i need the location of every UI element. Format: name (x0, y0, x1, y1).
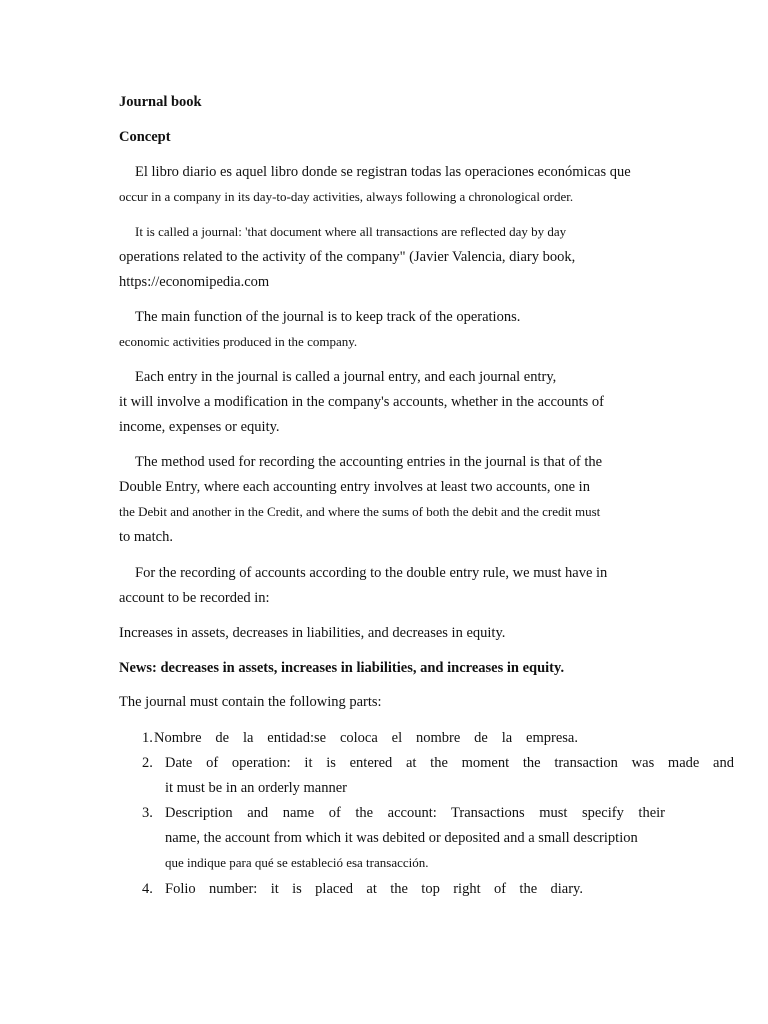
list-item-line: it must be in an orderly manner (165, 780, 348, 796)
document-title: Journal book (119, 94, 202, 110)
paragraph-1-line-1: El libro diario es aquel libro donde se registran todas las operaciones económicas que (135, 164, 631, 180)
list-item-line: Nombre de la entidad:se coloca el nombre de la empresa. (154, 730, 578, 746)
paragraph-6-line-1: For the recording of accounts according to the double entry rule, we must have in (135, 565, 608, 581)
paragraph-5-line-1: The method used for recording the accounting entries in the journal is that of the (135, 454, 603, 470)
paragraph-2-line-2: operations related to the activity of the company" (Javier Valencia, diary book, (119, 249, 576, 265)
list-item-number: 4. (142, 881, 153, 897)
list-item-line: que indique para qué se estableció esa transacción. (165, 855, 429, 870)
paragraph-4-line-3: income, expenses or equity. (119, 419, 280, 435)
paragraph-8: News: decreases in assets, increases in liabilities, and increases in equity. (119, 660, 565, 676)
paragraph-2-line-1: It is called a journal: 'that document where all transactions are reflected day by day (135, 224, 567, 239)
paragraph-6-line-2: account to be recorded in: (119, 590, 270, 606)
paragraph-1-line-2: occur in a company in its day-to-day activities, always following a chronological order. (119, 189, 574, 204)
list-item-line: Description and name of the account: Transactions must specify their (165, 805, 665, 821)
paragraph-5-line-2: Double Entry, where each accounting entry involves at least two accounts, one in (119, 479, 590, 495)
list-item-number: 1. (142, 730, 153, 746)
list-item-number: 3. (142, 805, 153, 821)
paragraph-3-line-2: economic activities produced in the company. (119, 334, 358, 349)
paragraph-9: The journal must contain the following parts: (119, 694, 382, 710)
paragraph-4-line-1: Each entry in the journal is called a journal entry, and each journal entry, (135, 369, 557, 385)
paragraph-5-line-3: the Debit and another in the Credit, and where the sums of both the debit and the credit must (119, 504, 601, 519)
document-page (119, 0, 735, 1024)
list-item-line: name, the account from which it was debited or deposited and a small description (165, 830, 638, 846)
paragraph-4-line-2: it will involve a modification in the company's accounts, whether in the accounts of (119, 394, 605, 410)
list-item-line: Folio number: it is placed at the top right of the diary. (165, 881, 583, 897)
list-item-number: 2. (142, 755, 153, 771)
paragraph-5-line-4: to match. (119, 529, 173, 545)
paragraph-2-line-3: https://economipedia.com (119, 274, 270, 290)
paragraph-3-line-1: The main function of the journal is to keep track of the operations. (135, 309, 521, 325)
concept-heading: Concept (119, 129, 171, 145)
list-item-line: Date of operation: it is entered at the moment the transaction was made and (165, 755, 734, 771)
paragraph-7: Increases in assets, decreases in liabilities, and decreases in equity. (119, 625, 506, 641)
